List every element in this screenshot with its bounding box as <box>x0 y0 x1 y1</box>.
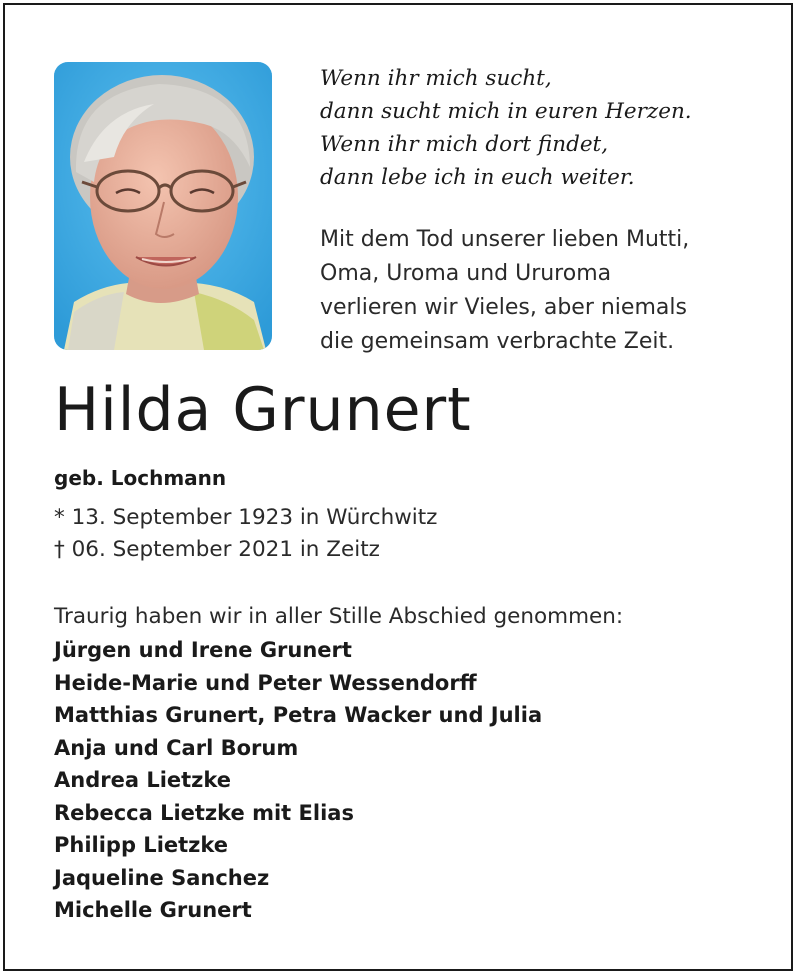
poem-line: Wenn ihr mich dort findet, <box>320 132 609 157</box>
mourner: Rebecca Lietzke mit Elias <box>54 800 354 825</box>
birth-date: * 13. September 1923 in Würchwitz <box>54 505 438 530</box>
intro-line: verlieren wir Vieles, aber niemals <box>320 295 687 320</box>
portrait-illustration <box>54 62 272 350</box>
mourners-list <box>54 634 542 927</box>
deceased-name: Hilda Grunert <box>54 375 472 445</box>
mourner: Philipp Lietzke <box>54 833 229 857</box>
mourner: Andrea Lietzke <box>54 768 232 792</box>
intro-line: Mit dem Tod unserer lieben Mutti, <box>320 227 690 252</box>
poem <box>320 62 760 194</box>
intro-line: die gemeinsam verbrachte Zeit. <box>320 329 675 354</box>
portrait-photo <box>54 62 272 350</box>
mourner: Michelle Grunert <box>54 898 252 922</box>
death-date: † 06. September 2021 in Zeitz <box>54 537 380 562</box>
intro-line: Oma, Uroma und Ururoma <box>320 261 612 286</box>
poem-line: Wenn ihr mich sucht, <box>320 66 552 91</box>
intro-text <box>320 223 780 359</box>
mourner: Jürgen und Irene Grunert <box>54 638 352 662</box>
mourner: Anja und Carl Borum <box>54 735 299 760</box>
birth-name: geb. Lochmann <box>54 466 227 490</box>
life-dates <box>54 502 437 566</box>
mourning-text: Traurig haben wir in aller Stille Abschied genommen: <box>54 604 624 629</box>
poem-line: dann sucht mich in euren Herzen. <box>320 99 692 124</box>
mourner: Jaqueline Sanchez <box>54 865 270 890</box>
poem-line: dann lebe ich in euch weiter. <box>320 165 635 190</box>
mourner: Matthias Grunert, Petra Wacker und Julia <box>54 703 543 727</box>
mourner: Heide-Marie und Peter Wessendorff <box>54 670 477 695</box>
